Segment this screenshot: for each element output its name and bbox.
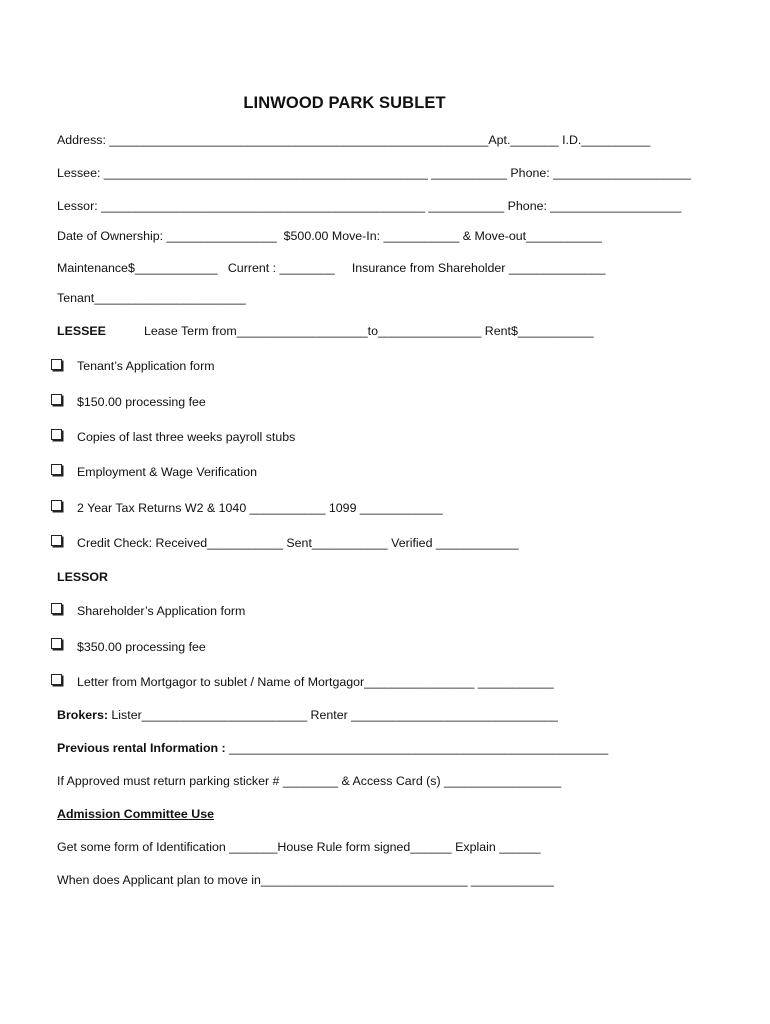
lease-term-line: Lease Term from___________________to_______________ Rent$___________ (144, 324, 594, 338)
checkbox-shareholder-application[interactable] (51, 603, 62, 614)
previous-rental-blank: _______________________________________________________ (229, 741, 609, 755)
form-title: LINWOOD PARK SUBLET (243, 94, 446, 112)
checklist-label: Tenant’s Application form (77, 359, 215, 373)
checkbox-processing-fee-350[interactable] (51, 638, 62, 649)
previous-rental-line (57, 740, 608, 756)
checklist-label: Credit Check: Received___________ Sent___________ Verified ____________ (77, 536, 519, 550)
brokers-label: Brokers: (57, 708, 108, 722)
lessor-line: Lessor: _______________________________________________ ___________ Phone: ___________________ (57, 199, 682, 213)
checkbox-application-form[interactable] (51, 359, 62, 370)
brokers-fields: Lister________________________ Renter ______________________________ (107, 708, 558, 722)
checkbox-employment-verification[interactable] (51, 464, 62, 475)
brokers-line (57, 707, 558, 723)
committee-heading: Admission Committee Use (57, 807, 214, 821)
move-in-line: When does Applicant plan to move in______________________________ ____________ (57, 873, 554, 887)
checklist-label: Letter from Mortgagor to sublet / Name of Mortgagor________________ ___________ (77, 675, 554, 689)
previous-rental-label: Previous rental Information : (57, 741, 230, 755)
checkbox-tax-returns[interactable] (51, 500, 62, 511)
checklist-label: Shareholder’s Application form (77, 604, 246, 618)
checklist-label: $150.00 processing fee (77, 395, 206, 409)
checklist-label: Copies of last three weeks payroll stubs (77, 430, 296, 444)
lessee-heading: LESSEE (57, 324, 106, 338)
ownership-line: Date of Ownership: ________________ $500.00 Move-In: ___________ & Move-out___________ (57, 229, 602, 243)
address-line: Address: _______________________________________________________Apt._______ I.D.__________ (57, 133, 651, 147)
checkbox-credit-check[interactable] (51, 535, 62, 546)
lessor-heading: LESSOR (57, 570, 108, 584)
checkbox-processing-fee-150[interactable] (51, 394, 62, 405)
tenant-line: Tenant______________________ (57, 291, 246, 305)
checkbox-mortgagor-letter[interactable] (51, 674, 62, 685)
maintenance-line: Maintenance$____________ Current : ________ Insurance from Shareholder ______________ (57, 261, 606, 275)
checklist-label: $350.00 processing fee (77, 640, 206, 654)
checklist-label: Employment & Wage Verification (77, 465, 257, 479)
checkbox-payroll-stubs[interactable] (51, 429, 62, 440)
lessee-line: Lessee: _______________________________________________ ___________ Phone: ____________________ (57, 166, 691, 180)
checklist-label: 2 Year Tax Returns W2 & 1040 ___________ 1099 ____________ (77, 501, 443, 515)
identification-line: Get some form of Identification _______House Rule form signed______ Explain ______ (57, 840, 541, 854)
parking-line: If Approved must return parking sticker # ________ & Access Card (s) _________________ (57, 774, 562, 788)
